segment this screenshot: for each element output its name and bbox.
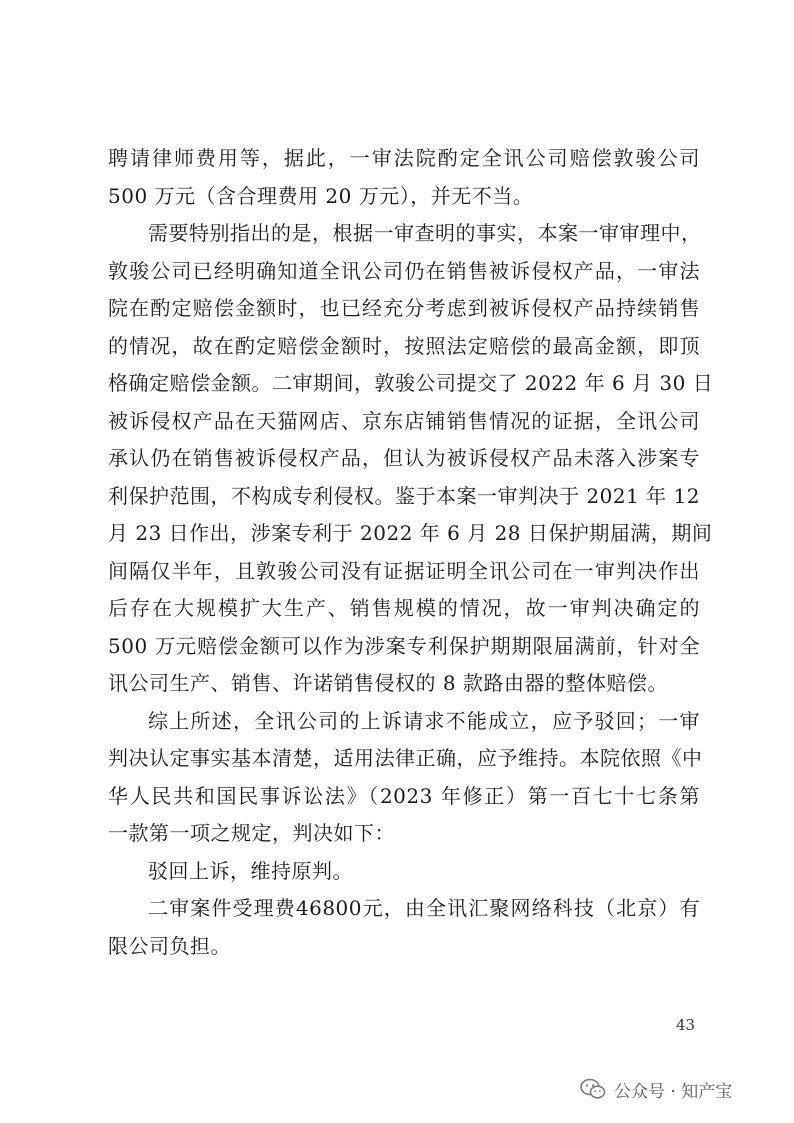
footer-brand[interactable] xyxy=(580,1075,732,1103)
text-line: 敦骏公司已经明确知道全讯公司仍在销售被诉侵权产品，一审法 xyxy=(108,258,700,283)
text-line: 华人民共和国民事诉讼法》（2023 年修正）第一百七十七条第 xyxy=(108,783,700,808)
text-line: 二审案件受理费46800元，由全讯汇聚网络科技（北京）有 xyxy=(148,896,700,920)
text-line: 需要特别指出的是，根据一审查明的事实，本案一审审理中， xyxy=(148,221,702,245)
text-line: 500 万元（含合理费用 20 万元），并无不当。 xyxy=(108,183,534,208)
text-line: 承认仍在销售被诉侵权产品，但认为被诉侵权产品未落入涉案专 xyxy=(108,446,700,470)
text-line: 限公司负担。 xyxy=(108,933,231,958)
wechat-icon xyxy=(580,1078,606,1100)
text-line: 被诉侵权产品在天猫网店、京东店铺销售情况的证据，全讯公司 xyxy=(108,408,700,433)
text-line: 的情况，故在酌定赔偿金额时，按照法定赔偿的最高金额，即顶 xyxy=(108,333,700,358)
text-line: 月 23 日作出，涉案专利于 2022 年 6 月 28 日保护期届满，期间 xyxy=(108,521,713,545)
text-line: 讯公司生产、销售、许诺销售侵权的 8 款路由器的整体赔偿。 xyxy=(108,671,668,695)
text-line: 驳回上诉，维持原判。 xyxy=(148,858,353,883)
footer-brand-label: 公众号 · 知产宝 xyxy=(614,1081,733,1102)
text-line: 聘请律师费用等，据此，一审法院酌定全讯公司赔偿敦骏公司 xyxy=(108,146,700,170)
page-number: 43 xyxy=(676,1016,696,1034)
text-line: 500 万元赔偿金额可以作为涉案专利保护期期限届满前，针对全 xyxy=(108,633,700,658)
text-line: 间隔仅半年，且敦骏公司没有证据证明全讯公司在一审判决作出 xyxy=(108,558,700,583)
text-line: 一款第一项之规定，判决如下： xyxy=(108,821,395,845)
text-line: 院在酌定赔偿金额时，也已经充分考虑到被诉侵权产品持续销售 xyxy=(108,296,700,320)
text-line: 综上所述，全讯公司的上诉请求不能成立，应予驳回；一审 xyxy=(148,708,700,733)
text-line: 格确定赔偿金额。二审期间，敦骏公司提交了 2022 年 6 月 30 日 xyxy=(108,371,714,395)
document-body xyxy=(108,140,714,965)
text-line: 判决认定事实基本清楚，适用法律正确，应予维持。本院依照《中 xyxy=(108,746,703,770)
text-line: 利保护范围，不构成专利侵权。鉴于本案一审判决于 2021 年 12 xyxy=(108,483,700,508)
text-line: 后存在大规模扩大生产、销售规模的情况，故一审判决确定的 xyxy=(108,596,700,620)
